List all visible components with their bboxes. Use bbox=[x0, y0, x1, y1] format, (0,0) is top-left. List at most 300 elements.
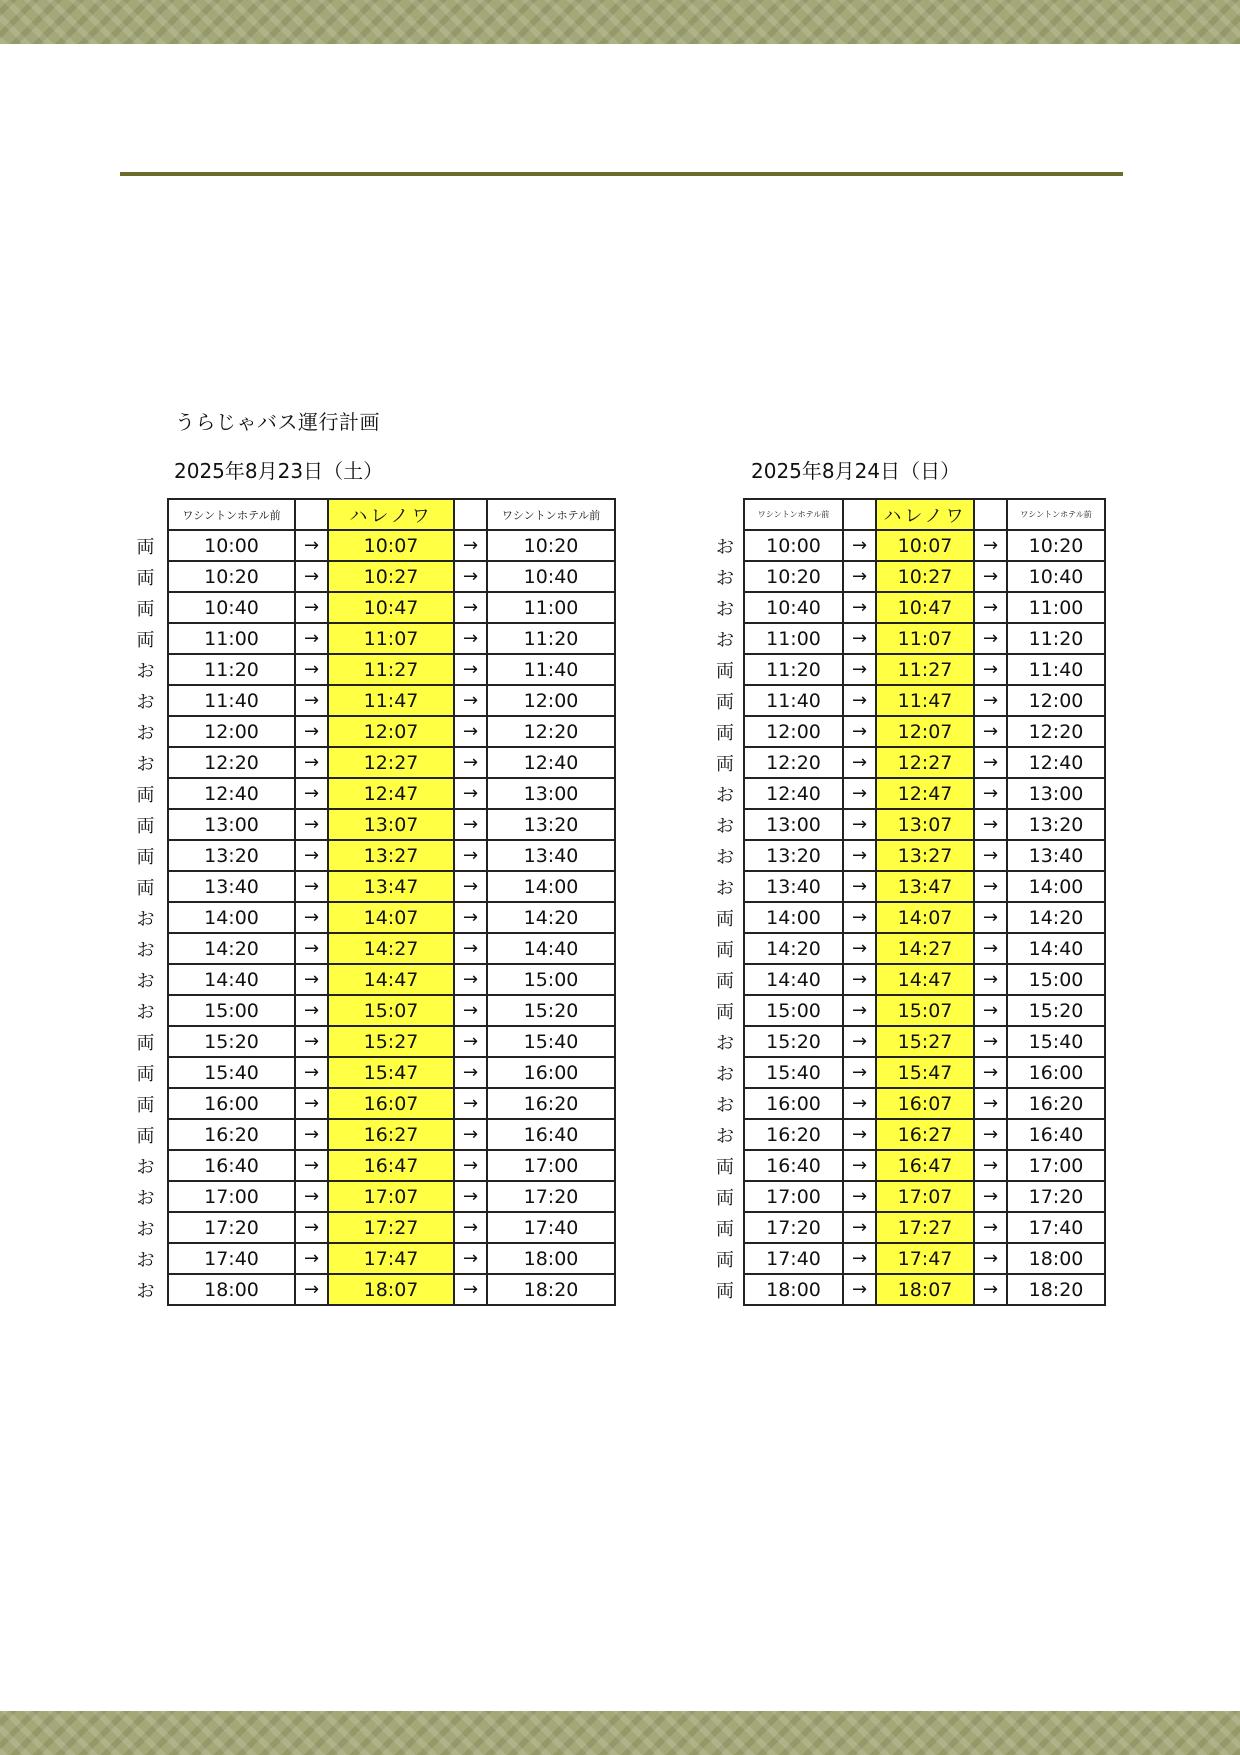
arrow-cell: → bbox=[295, 1181, 328, 1212]
table-row bbox=[124, 964, 615, 995]
operator-cell: 両 bbox=[136, 598, 155, 620]
schedule-date-saturday: 2025年8月23日（土） bbox=[174, 459, 384, 483]
arrival-time-cell: 14:20 bbox=[1007, 902, 1105, 933]
middle-time-cell: 15:27 bbox=[328, 1026, 454, 1057]
middle-time-cell: 16:27 bbox=[328, 1119, 454, 1150]
arrival-time-cell: 14:00 bbox=[1007, 871, 1105, 902]
departure-time-cell: 12:00 bbox=[168, 716, 295, 747]
schedule-date-sunday: 2025年8月24日（日） bbox=[751, 459, 961, 483]
table-row bbox=[707, 654, 1105, 685]
table-row bbox=[707, 964, 1105, 995]
table-row bbox=[124, 530, 615, 561]
operator-cell: お bbox=[716, 846, 734, 868]
departure-time-cell: 13:00 bbox=[744, 809, 843, 840]
operator-cell: 両 bbox=[136, 1094, 155, 1116]
middle-time-cell: 13:47 bbox=[328, 871, 454, 902]
arrow-cell: → bbox=[843, 1243, 876, 1274]
arrival-time-cell: 12:20 bbox=[1007, 716, 1105, 747]
arrow-cell: → bbox=[454, 1026, 487, 1057]
arrow-cell: → bbox=[974, 685, 1007, 716]
middle-time-cell: 12:07 bbox=[328, 716, 454, 747]
table-row bbox=[707, 902, 1105, 933]
arrival-time-cell: 14:00 bbox=[487, 871, 615, 902]
departure-time-cell: 12:20 bbox=[744, 747, 843, 778]
timetable-saturday bbox=[124, 498, 616, 1306]
arrow-cell: → bbox=[843, 1057, 876, 1088]
departure-time-cell: 11:20 bbox=[744, 654, 843, 685]
arrival-time-cell: 17:40 bbox=[1007, 1212, 1105, 1243]
operator-cell: お bbox=[136, 1001, 155, 1023]
destination-stop-header: ワシントンホテル前 bbox=[487, 499, 615, 530]
middle-time-cell: 15:07 bbox=[328, 995, 454, 1026]
operator-cell: 両 bbox=[136, 1063, 155, 1085]
arrival-time-cell: 10:20 bbox=[1007, 530, 1105, 561]
departure-time-cell: 18:00 bbox=[744, 1274, 843, 1305]
arrow-header-cell bbox=[295, 499, 328, 530]
operator-cell: 両 bbox=[136, 567, 155, 589]
middle-time-cell: 10:07 bbox=[876, 530, 974, 561]
header-row bbox=[707, 499, 1105, 530]
arrow-cell: → bbox=[454, 747, 487, 778]
operator-cell: お bbox=[136, 722, 155, 744]
middle-stop-header: ハレノワ bbox=[328, 499, 454, 530]
departure-time-cell: 16:40 bbox=[168, 1150, 295, 1181]
arrow-cell: → bbox=[295, 995, 328, 1026]
operator-cell: 両 bbox=[136, 846, 155, 868]
middle-time-cell: 15:07 bbox=[876, 995, 974, 1026]
operator-cell: 両 bbox=[716, 1001, 734, 1023]
operator-cell: 両 bbox=[136, 1032, 155, 1054]
origin-stop-header: ワシントンホテル前 bbox=[168, 499, 295, 530]
header-rule bbox=[120, 172, 1123, 176]
arrival-time-cell: 17:00 bbox=[487, 1150, 615, 1181]
arrival-time-cell: 13:40 bbox=[1007, 840, 1105, 871]
departure-time-cell: 10:20 bbox=[744, 561, 843, 592]
operator-cell: 両 bbox=[716, 939, 734, 961]
table-row bbox=[124, 840, 615, 871]
middle-time-cell: 13:27 bbox=[876, 840, 974, 871]
arrow-cell: → bbox=[974, 592, 1007, 623]
table-row bbox=[124, 1181, 615, 1212]
departure-time-cell: 10:40 bbox=[168, 592, 295, 623]
table-row bbox=[707, 747, 1105, 778]
operator-cell: お bbox=[716, 536, 734, 558]
operator-cell: お bbox=[716, 1032, 734, 1054]
table-row bbox=[124, 654, 615, 685]
operator-header-cell bbox=[124, 499, 168, 530]
arrow-cell: → bbox=[454, 1088, 487, 1119]
arrow-cell: → bbox=[454, 840, 487, 871]
table-row bbox=[707, 1212, 1105, 1243]
table-row bbox=[124, 1057, 615, 1088]
table-row bbox=[707, 1026, 1105, 1057]
middle-time-cell: 10:07 bbox=[328, 530, 454, 561]
arrow-cell: → bbox=[974, 933, 1007, 964]
arrival-time-cell: 15:20 bbox=[487, 995, 615, 1026]
departure-time-cell: 14:20 bbox=[744, 933, 843, 964]
middle-time-cell: 10:27 bbox=[328, 561, 454, 592]
table-row bbox=[707, 809, 1105, 840]
departure-time-cell: 11:00 bbox=[168, 623, 295, 654]
arrival-time-cell: 11:40 bbox=[1007, 654, 1105, 685]
table-row bbox=[124, 685, 615, 716]
middle-time-cell: 18:07 bbox=[876, 1274, 974, 1305]
operator-cell: お bbox=[716, 1063, 734, 1085]
arrow-cell: → bbox=[843, 778, 876, 809]
arrow-cell: → bbox=[454, 902, 487, 933]
arrow-cell: → bbox=[843, 1181, 876, 1212]
bottom-decorative-band bbox=[0, 1711, 1240, 1755]
arrow-cell: → bbox=[843, 747, 876, 778]
arrow-cell: → bbox=[454, 1150, 487, 1181]
arrival-time-cell: 18:00 bbox=[487, 1243, 615, 1274]
arrow-cell: → bbox=[454, 1212, 487, 1243]
arrow-cell: → bbox=[974, 654, 1007, 685]
middle-time-cell: 10:47 bbox=[876, 592, 974, 623]
arrival-time-cell: 17:20 bbox=[487, 1181, 615, 1212]
arrival-time-cell: 16:00 bbox=[487, 1057, 615, 1088]
table-row bbox=[124, 871, 615, 902]
middle-time-cell: 14:07 bbox=[876, 902, 974, 933]
arrow-cell: → bbox=[454, 995, 487, 1026]
arrow-cell: → bbox=[974, 1119, 1007, 1150]
departure-time-cell: 14:40 bbox=[744, 964, 843, 995]
operator-cell: 両 bbox=[716, 970, 734, 992]
operator-cell: お bbox=[716, 629, 734, 651]
arrow-cell: → bbox=[295, 592, 328, 623]
arrow-cell: → bbox=[454, 809, 487, 840]
arrow-header-cell bbox=[454, 499, 487, 530]
middle-time-cell: 17:07 bbox=[328, 1181, 454, 1212]
timetable-grid bbox=[707, 498, 1106, 1306]
arrow-cell: → bbox=[295, 747, 328, 778]
table-row bbox=[124, 1212, 615, 1243]
operator-cell: お bbox=[136, 970, 155, 992]
table-row bbox=[707, 1181, 1105, 1212]
arrival-time-cell: 13:00 bbox=[1007, 778, 1105, 809]
arrow-cell: → bbox=[454, 561, 487, 592]
departure-time-cell: 17:40 bbox=[744, 1243, 843, 1274]
arrival-time-cell: 13:20 bbox=[487, 809, 615, 840]
table-row bbox=[124, 1026, 615, 1057]
arrow-cell: → bbox=[454, 1243, 487, 1274]
arrival-time-cell: 16:20 bbox=[1007, 1088, 1105, 1119]
middle-time-cell: 18:07 bbox=[328, 1274, 454, 1305]
arrival-time-cell: 12:40 bbox=[1007, 747, 1105, 778]
arrow-cell: → bbox=[843, 809, 876, 840]
arrow-cell: → bbox=[454, 654, 487, 685]
table-row bbox=[124, 1119, 615, 1150]
departure-time-cell: 11:20 bbox=[168, 654, 295, 685]
arrow-cell: → bbox=[295, 1150, 328, 1181]
operator-cell: 両 bbox=[716, 753, 734, 775]
operator-cell: 両 bbox=[716, 1187, 734, 1209]
departure-time-cell: 15:40 bbox=[744, 1057, 843, 1088]
departure-time-cell: 13:20 bbox=[168, 840, 295, 871]
departure-time-cell: 16:20 bbox=[168, 1119, 295, 1150]
operator-cell: お bbox=[716, 877, 734, 899]
middle-time-cell: 16:07 bbox=[328, 1088, 454, 1119]
departure-time-cell: 10:20 bbox=[168, 561, 295, 592]
arrow-cell: → bbox=[843, 1026, 876, 1057]
table-row bbox=[124, 1274, 615, 1305]
operator-cell: お bbox=[136, 1249, 155, 1271]
arrival-time-cell: 16:40 bbox=[1007, 1119, 1105, 1150]
operator-cell: 両 bbox=[716, 1156, 734, 1178]
arrival-time-cell: 11:20 bbox=[487, 623, 615, 654]
departure-time-cell: 11:40 bbox=[168, 685, 295, 716]
table-row bbox=[707, 871, 1105, 902]
arrow-cell: → bbox=[454, 1057, 487, 1088]
operator-cell: 両 bbox=[716, 660, 734, 682]
table-row bbox=[707, 778, 1105, 809]
operator-cell: お bbox=[716, 815, 734, 837]
table-row bbox=[707, 933, 1105, 964]
middle-time-cell: 16:47 bbox=[328, 1150, 454, 1181]
arrival-time-cell: 15:40 bbox=[1007, 1026, 1105, 1057]
arrival-time-cell: 15:40 bbox=[487, 1026, 615, 1057]
arrival-time-cell: 13:40 bbox=[487, 840, 615, 871]
departure-time-cell: 13:20 bbox=[744, 840, 843, 871]
operator-cell: お bbox=[136, 691, 155, 713]
arrow-cell: → bbox=[974, 809, 1007, 840]
departure-time-cell: 16:40 bbox=[744, 1150, 843, 1181]
arrow-cell: → bbox=[843, 964, 876, 995]
arrow-cell: → bbox=[454, 964, 487, 995]
operator-cell: 両 bbox=[716, 691, 734, 713]
arrow-cell: → bbox=[974, 964, 1007, 995]
arrow-cell: → bbox=[974, 1212, 1007, 1243]
departure-time-cell: 16:00 bbox=[168, 1088, 295, 1119]
departure-time-cell: 12:00 bbox=[744, 716, 843, 747]
arrow-cell: → bbox=[974, 1088, 1007, 1119]
arrival-time-cell: 15:20 bbox=[1007, 995, 1105, 1026]
arrow-cell: → bbox=[843, 623, 876, 654]
arrow-cell: → bbox=[974, 747, 1007, 778]
arrival-time-cell: 12:40 bbox=[487, 747, 615, 778]
middle-time-cell: 13:07 bbox=[876, 809, 974, 840]
operator-cell: 両 bbox=[716, 908, 734, 930]
middle-stop-header: ハレノワ bbox=[876, 499, 974, 530]
operator-cell: 両 bbox=[716, 1249, 734, 1271]
middle-time-cell: 16:27 bbox=[876, 1119, 974, 1150]
operator-cell: お bbox=[716, 598, 734, 620]
arrow-cell: → bbox=[974, 1150, 1007, 1181]
arrow-cell: → bbox=[843, 933, 876, 964]
departure-time-cell: 15:20 bbox=[168, 1026, 295, 1057]
departure-time-cell: 12:20 bbox=[168, 747, 295, 778]
arrow-cell: → bbox=[843, 871, 876, 902]
table-row bbox=[707, 561, 1105, 592]
arrow-header-cell bbox=[843, 499, 876, 530]
arrow-header-cell bbox=[974, 499, 1007, 530]
destination-stop-header: ワシントンホテル前 bbox=[1007, 499, 1105, 530]
table-row bbox=[124, 1150, 615, 1181]
arrow-cell: → bbox=[843, 1150, 876, 1181]
arrow-cell: → bbox=[843, 654, 876, 685]
middle-time-cell: 12:47 bbox=[876, 778, 974, 809]
operator-cell: お bbox=[716, 567, 734, 589]
arrow-cell: → bbox=[974, 623, 1007, 654]
table-row bbox=[124, 1243, 615, 1274]
arrow-cell: → bbox=[974, 778, 1007, 809]
arrow-cell: → bbox=[295, 530, 328, 561]
table-row bbox=[707, 840, 1105, 871]
header-row bbox=[124, 499, 615, 530]
middle-time-cell: 11:07 bbox=[328, 623, 454, 654]
table-row bbox=[707, 1150, 1105, 1181]
departure-time-cell: 14:00 bbox=[168, 902, 295, 933]
departure-time-cell: 17:20 bbox=[744, 1212, 843, 1243]
middle-time-cell: 15:27 bbox=[876, 1026, 974, 1057]
arrival-time-cell: 17:00 bbox=[1007, 1150, 1105, 1181]
operator-cell: お bbox=[136, 1280, 155, 1302]
arrival-time-cell: 18:20 bbox=[487, 1274, 615, 1305]
table-row bbox=[124, 623, 615, 654]
table-row bbox=[124, 1088, 615, 1119]
operator-cell: お bbox=[136, 1156, 155, 1178]
operator-header-cell bbox=[707, 499, 744, 530]
arrow-cell: → bbox=[843, 995, 876, 1026]
operator-cell: お bbox=[716, 1125, 734, 1147]
operator-cell: 両 bbox=[136, 815, 155, 837]
arrival-time-cell: 12:00 bbox=[487, 685, 615, 716]
middle-time-cell: 15:47 bbox=[328, 1057, 454, 1088]
departure-time-cell: 17:40 bbox=[168, 1243, 295, 1274]
arrow-cell: → bbox=[295, 1057, 328, 1088]
departure-time-cell: 14:20 bbox=[168, 933, 295, 964]
arrival-time-cell: 13:00 bbox=[487, 778, 615, 809]
departure-time-cell: 10:00 bbox=[168, 530, 295, 561]
top-decorative-band bbox=[0, 0, 1240, 44]
arrow-cell: → bbox=[843, 561, 876, 592]
arrival-time-cell: 11:20 bbox=[1007, 623, 1105, 654]
departure-time-cell: 15:00 bbox=[744, 995, 843, 1026]
operator-cell: お bbox=[136, 908, 155, 930]
arrow-cell: → bbox=[295, 871, 328, 902]
operator-cell: お bbox=[716, 1094, 734, 1116]
arrow-cell: → bbox=[843, 1088, 876, 1119]
table-row bbox=[124, 778, 615, 809]
middle-time-cell: 16:47 bbox=[876, 1150, 974, 1181]
departure-time-cell: 13:40 bbox=[744, 871, 843, 902]
departure-time-cell: 15:20 bbox=[744, 1026, 843, 1057]
operator-cell: 両 bbox=[136, 536, 155, 558]
middle-time-cell: 17:27 bbox=[876, 1212, 974, 1243]
arrival-time-cell: 10:40 bbox=[1007, 561, 1105, 592]
middle-time-cell: 11:27 bbox=[328, 654, 454, 685]
table-row bbox=[124, 809, 615, 840]
table-row bbox=[707, 716, 1105, 747]
operator-cell: 両 bbox=[136, 629, 155, 651]
middle-time-cell: 12:27 bbox=[876, 747, 974, 778]
table-row bbox=[124, 902, 615, 933]
table-row bbox=[707, 1274, 1105, 1305]
middle-time-cell: 16:07 bbox=[876, 1088, 974, 1119]
arrow-cell: → bbox=[454, 716, 487, 747]
arrow-cell: → bbox=[295, 933, 328, 964]
arrow-cell: → bbox=[974, 1181, 1007, 1212]
operator-cell: 両 bbox=[136, 1125, 155, 1147]
arrival-time-cell: 16:00 bbox=[1007, 1057, 1105, 1088]
arrow-cell: → bbox=[974, 1274, 1007, 1305]
arrow-cell: → bbox=[454, 778, 487, 809]
arrow-cell: → bbox=[295, 685, 328, 716]
middle-time-cell: 10:47 bbox=[328, 592, 454, 623]
arrow-cell: → bbox=[974, 716, 1007, 747]
middle-time-cell: 10:27 bbox=[876, 561, 974, 592]
arrow-cell: → bbox=[454, 933, 487, 964]
operator-cell: 両 bbox=[716, 1218, 734, 1240]
arrival-time-cell: 10:40 bbox=[487, 561, 615, 592]
table-row bbox=[707, 1057, 1105, 1088]
arrival-time-cell: 12:00 bbox=[1007, 685, 1105, 716]
arrival-time-cell: 14:40 bbox=[487, 933, 615, 964]
middle-time-cell: 14:27 bbox=[328, 933, 454, 964]
arrival-time-cell: 15:00 bbox=[487, 964, 615, 995]
operator-cell: お bbox=[136, 753, 155, 775]
table-row bbox=[124, 747, 615, 778]
operator-cell: 両 bbox=[716, 722, 734, 744]
arrow-cell: → bbox=[843, 530, 876, 561]
arrow-cell: → bbox=[454, 592, 487, 623]
document-title: うらじゃバス運行計画 bbox=[175, 410, 380, 434]
arrow-cell: → bbox=[974, 1243, 1007, 1274]
arrow-cell: → bbox=[295, 1212, 328, 1243]
arrival-time-cell: 14:20 bbox=[487, 902, 615, 933]
middle-time-cell: 11:47 bbox=[328, 685, 454, 716]
timetable-sunday bbox=[707, 498, 1106, 1306]
arrow-cell: → bbox=[843, 685, 876, 716]
arrival-time-cell: 17:20 bbox=[1007, 1181, 1105, 1212]
departure-time-cell: 11:40 bbox=[744, 685, 843, 716]
middle-time-cell: 17:47 bbox=[328, 1243, 454, 1274]
arrow-cell: → bbox=[295, 561, 328, 592]
arrow-cell: → bbox=[843, 716, 876, 747]
middle-time-cell: 11:27 bbox=[876, 654, 974, 685]
arrow-cell: → bbox=[295, 809, 328, 840]
arrow-cell: → bbox=[295, 964, 328, 995]
arrow-cell: → bbox=[454, 1274, 487, 1305]
middle-time-cell: 17:47 bbox=[876, 1243, 974, 1274]
arrival-time-cell: 11:00 bbox=[487, 592, 615, 623]
departure-time-cell: 13:00 bbox=[168, 809, 295, 840]
departure-time-cell: 11:00 bbox=[744, 623, 843, 654]
arrow-cell: → bbox=[974, 1026, 1007, 1057]
middle-time-cell: 12:27 bbox=[328, 747, 454, 778]
arrival-time-cell: 15:00 bbox=[1007, 964, 1105, 995]
departure-time-cell: 14:40 bbox=[168, 964, 295, 995]
middle-time-cell: 13:47 bbox=[876, 871, 974, 902]
arrow-cell: → bbox=[295, 1119, 328, 1150]
arrival-time-cell: 12:20 bbox=[487, 716, 615, 747]
departure-time-cell: 13:40 bbox=[168, 871, 295, 902]
arrow-cell: → bbox=[454, 1181, 487, 1212]
departure-time-cell: 18:00 bbox=[168, 1274, 295, 1305]
arrow-cell: → bbox=[974, 995, 1007, 1026]
table-row bbox=[707, 530, 1105, 561]
middle-time-cell: 14:47 bbox=[328, 964, 454, 995]
middle-time-cell: 13:27 bbox=[328, 840, 454, 871]
middle-time-cell: 12:47 bbox=[328, 778, 454, 809]
departure-time-cell: 16:20 bbox=[744, 1119, 843, 1150]
arrival-time-cell: 16:40 bbox=[487, 1119, 615, 1150]
table-row bbox=[124, 716, 615, 747]
arrow-cell: → bbox=[974, 530, 1007, 561]
arrow-cell: → bbox=[974, 840, 1007, 871]
arrow-cell: → bbox=[295, 716, 328, 747]
arrow-cell: → bbox=[974, 902, 1007, 933]
